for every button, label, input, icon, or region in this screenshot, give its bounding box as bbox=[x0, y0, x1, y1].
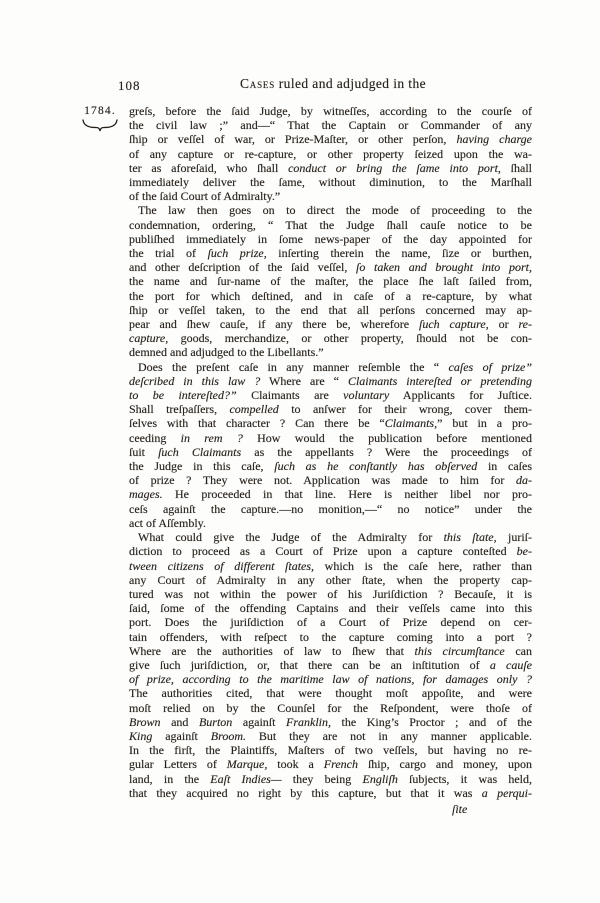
roman-text: ceeding bbox=[129, 430, 181, 445]
roman-text: can bbox=[504, 643, 532, 658]
text-line bbox=[129, 118, 532, 132]
roman-text: act of Aſſembly. bbox=[129, 515, 206, 530]
year-label: 1784. bbox=[84, 105, 116, 117]
roman-text: againſt bbox=[152, 728, 211, 743]
year-brace-icon bbox=[81, 118, 119, 132]
text-line bbox=[129, 331, 532, 345]
italic-text: a cauſe bbox=[489, 657, 532, 672]
roman-text: condemnation, ordering, “ That the Judge ſhall cauſe notice to be bbox=[129, 217, 532, 232]
roman-text: The law then goes on to direct the mode of proceeding to the bbox=[138, 203, 532, 218]
italic-text: Claimants intereſted or pretending bbox=[347, 373, 532, 388]
italic-text: Brown bbox=[129, 714, 161, 729]
italic-text: this circumſtance bbox=[414, 643, 505, 658]
text-line bbox=[129, 701, 532, 715]
text-line bbox=[129, 601, 532, 615]
text-line bbox=[129, 416, 532, 430]
roman-text: ſhip or veſſel taken, to the end that all perſons concerned may ap- bbox=[129, 302, 532, 317]
roman-text: diction to proceed as a Court of Prize upon a capture conteſted bbox=[129, 544, 517, 559]
roman-text: Where are the authorities of law to ſhew that bbox=[129, 643, 415, 658]
text-line bbox=[129, 630, 532, 644]
text-line bbox=[129, 786, 532, 800]
italic-text: of prize, according to the maritime law of nations, for damages only ? bbox=[129, 672, 532, 687]
italic-text: voluntary bbox=[343, 388, 390, 403]
roman-text: of any capture or re-capture, or other property ſeized upon the wa- bbox=[129, 146, 532, 161]
italic-text: French bbox=[323, 757, 359, 772]
italic-text: tween citizens of different ſtates, bbox=[129, 558, 315, 573]
text-line bbox=[129, 757, 532, 771]
text-line bbox=[129, 289, 532, 303]
italic-text: conduct or bring the ſame into port bbox=[288, 160, 498, 175]
text-line bbox=[129, 431, 532, 445]
text-line bbox=[129, 587, 532, 601]
roman-text: ceſs againſt the capture.—no monition,—“ no notice” under the bbox=[129, 501, 532, 516]
italic-text: to be intereſted?” bbox=[129, 388, 237, 403]
roman-text: ſelves with that character ? Can there be “ bbox=[129, 416, 385, 431]
roman-text: give ſuch juriſdiction, or, that there can be an inſtitution of bbox=[129, 657, 490, 672]
italic-text: Burton bbox=[198, 714, 233, 729]
italic-text: ſo taken and brought into port, bbox=[356, 260, 532, 275]
roman-text: the civil law ;” and—“ That the Captain or Commander of any bbox=[129, 118, 532, 133]
italic-text: deſcribed in this law ? bbox=[129, 373, 261, 388]
text-line bbox=[129, 573, 532, 587]
text-line bbox=[129, 672, 532, 686]
text-line bbox=[129, 246, 532, 260]
text-line bbox=[129, 189, 532, 203]
italic-text: Eaſt Indies— bbox=[210, 771, 282, 786]
running-title bbox=[133, 76, 533, 92]
roman-text: Where are “ bbox=[260, 373, 348, 388]
text-line bbox=[129, 743, 532, 757]
roman-text: tured was not within the power of his Juriſdiction ? Becauſe, it is bbox=[129, 586, 532, 601]
roman-text: the trial of bbox=[129, 246, 208, 261]
italic-text: compelled bbox=[229, 402, 279, 417]
italic-text: having charge bbox=[456, 132, 532, 147]
roman-text: or bbox=[488, 317, 519, 332]
roman-text: the name and ſur-name of the maſter, the place ſhe laſt ſailed from, bbox=[129, 274, 532, 289]
roman-text: ſhip, cargo and money, upon bbox=[358, 757, 532, 772]
roman-text: ſubjects, it was held, bbox=[397, 771, 532, 786]
text-line bbox=[129, 360, 532, 374]
roman-text: The authorities cited, that were thought moſt appoſite, and were bbox=[129, 686, 532, 701]
roman-text: port. Does the juriſdiction of a Court of Prize depend on cer- bbox=[129, 615, 532, 630]
roman-text: and other deſcription of the ſaid veſſel, bbox=[129, 260, 357, 275]
italic-text: Engliſh bbox=[362, 771, 398, 786]
text-line bbox=[129, 473, 532, 487]
italic-text: Broom. bbox=[210, 728, 246, 743]
text-line bbox=[129, 303, 532, 317]
catchword: ſite bbox=[452, 802, 468, 816]
roman-text: ” but in a pro- bbox=[437, 416, 532, 431]
text-line bbox=[129, 374, 532, 388]
roman-text: ſhip or veſſel of war, or Prize-Maſter, or other perſon, bbox=[129, 132, 457, 147]
roman-text: as the appellants ? Were the proceedings of bbox=[241, 444, 532, 459]
page-number: 108 bbox=[118, 78, 141, 93]
roman-text: in caſes bbox=[477, 459, 532, 474]
roman-text: to anſwer for their wrong, cover them- bbox=[278, 402, 532, 417]
text-line bbox=[129, 445, 532, 459]
roman-text: Claimants are bbox=[236, 388, 344, 403]
text-line bbox=[129, 388, 532, 402]
text-line bbox=[129, 644, 532, 658]
text-line bbox=[129, 232, 532, 246]
text-line bbox=[129, 516, 532, 530]
running-title-smallcaps: Cases bbox=[240, 76, 276, 91]
roman-text: In the firſt, the Plaintiffs, Maſters of two veſſels, but having no re- bbox=[129, 743, 532, 758]
italic-text: re- bbox=[518, 317, 532, 332]
text-line bbox=[129, 402, 532, 416]
roman-text: of the ſaid Court of Admiralty.” bbox=[129, 189, 281, 204]
roman-text: they being bbox=[281, 771, 363, 786]
italic-text: ſuch Claimants bbox=[158, 444, 242, 459]
text-line bbox=[129, 615, 532, 629]
roman-text: the port for which deſtined, and in caſe of a re-capture, by what bbox=[129, 288, 532, 303]
text-line bbox=[129, 317, 532, 331]
text-line bbox=[129, 686, 532, 700]
italic-text: in rem ? bbox=[180, 430, 243, 445]
text-line bbox=[129, 345, 532, 359]
text-line bbox=[129, 729, 532, 743]
roman-text: Applicants for Juſtice. bbox=[389, 388, 532, 403]
italic-text: Marque, bbox=[226, 757, 268, 772]
text-line bbox=[129, 459, 532, 473]
roman-text: ſuit bbox=[129, 444, 159, 459]
text-line bbox=[129, 559, 532, 573]
italic-text: caſes of prize” bbox=[448, 359, 532, 374]
text-line bbox=[129, 530, 532, 544]
text-line bbox=[129, 544, 532, 558]
roman-text: Does the preſent caſe in any manner reſemble the “ bbox=[138, 359, 449, 374]
text-line bbox=[129, 487, 532, 501]
roman-text: He proceeded in that line. Here is neither libel nor pro- bbox=[162, 487, 532, 502]
roman-text: juriſ- bbox=[496, 530, 533, 545]
roman-text: How would the publication before mentioned bbox=[242, 430, 533, 445]
italic-text: be- bbox=[516, 544, 532, 559]
roman-text: inſerting therein the name, ſize or burthen, bbox=[266, 246, 533, 261]
roman-text: But they are not in any manner applicable. bbox=[246, 728, 532, 743]
text-line bbox=[129, 104, 532, 118]
italic-text: Claimants, bbox=[384, 416, 438, 431]
roman-text: , ſhall bbox=[497, 160, 532, 175]
roman-text: land, in the bbox=[129, 771, 211, 786]
roman-text: ter as aforeſaid, who ſhall bbox=[129, 160, 289, 175]
text-line bbox=[129, 715, 532, 729]
text-line bbox=[129, 218, 532, 232]
roman-text: gular Letters of bbox=[129, 757, 227, 772]
text-line bbox=[129, 161, 532, 175]
italic-text: a perqui- bbox=[481, 785, 532, 800]
roman-text: Shall treſpaſſers, bbox=[129, 402, 230, 417]
roman-text: immediately deliver the ſame, without diminution, to the Marſhall bbox=[129, 175, 532, 190]
italic-text: capture, bbox=[129, 331, 169, 346]
roman-text: which is the caſe here, rather than bbox=[314, 558, 532, 573]
roman-text: any Court of Admiralty in any other ſtate, when the property cap- bbox=[129, 572, 532, 587]
roman-text: demned and adjudged to the Libellants.” bbox=[129, 345, 324, 360]
roman-text: took a bbox=[267, 757, 324, 772]
roman-text: moſt relied on by the Counſel for the Reſpondent, were thoſe of bbox=[129, 700, 532, 715]
roman-text: goods, merchandize, or other property, ſhould not be con- bbox=[168, 331, 532, 346]
roman-text: ſaid, ſome of the offending Captains and their veſſels came into this bbox=[129, 601, 532, 616]
text-line bbox=[129, 772, 532, 786]
body-text bbox=[129, 104, 532, 800]
running-title-rest: ruled and adjudged in the bbox=[275, 76, 426, 91]
text-line bbox=[129, 147, 532, 161]
text-line bbox=[129, 658, 532, 672]
text-line bbox=[129, 132, 532, 146]
italic-text: this ſtate, bbox=[443, 530, 497, 545]
roman-text: the Judge in this caſe, bbox=[129, 459, 275, 474]
roman-text: and bbox=[160, 714, 199, 729]
text-line bbox=[129, 203, 532, 217]
roman-text: greſs, before the ſaid Judge, by witneſſes, according to the courſe of bbox=[129, 104, 532, 118]
margin-year-note bbox=[80, 105, 120, 132]
text-line bbox=[129, 274, 532, 288]
roman-text: pear and ſhew cauſe, if any there be, wherefore bbox=[129, 317, 419, 332]
roman-text: tain offenders, with reſpect to the capture coming into a port ? bbox=[129, 629, 532, 644]
roman-text: againſt bbox=[232, 714, 287, 729]
italic-text: King bbox=[129, 728, 153, 743]
text-line bbox=[129, 502, 532, 516]
italic-text: da- bbox=[516, 473, 532, 488]
roman-text: What could give the Judge of the Admiralty for bbox=[138, 530, 444, 545]
italic-text: ſuch prize, bbox=[207, 246, 267, 261]
italic-text: ſuch as he conſtantly has obſerved bbox=[274, 459, 478, 474]
text-line bbox=[129, 260, 532, 274]
text-line bbox=[129, 175, 532, 189]
roman-text: that they acquired no right by this capture, but that it was bbox=[129, 785, 482, 800]
roman-text: publiſhed immediately in ſome news-paper of the day appointed for bbox=[129, 231, 532, 246]
italic-text: mages. bbox=[129, 487, 163, 502]
roman-text: of prize ? They were not. Application was made to him for bbox=[129, 473, 516, 488]
italic-text: ſuch capture, bbox=[418, 317, 489, 332]
roman-text: the King’s Proctor ; and of the bbox=[331, 714, 533, 729]
italic-text: Franklin, bbox=[286, 714, 332, 729]
